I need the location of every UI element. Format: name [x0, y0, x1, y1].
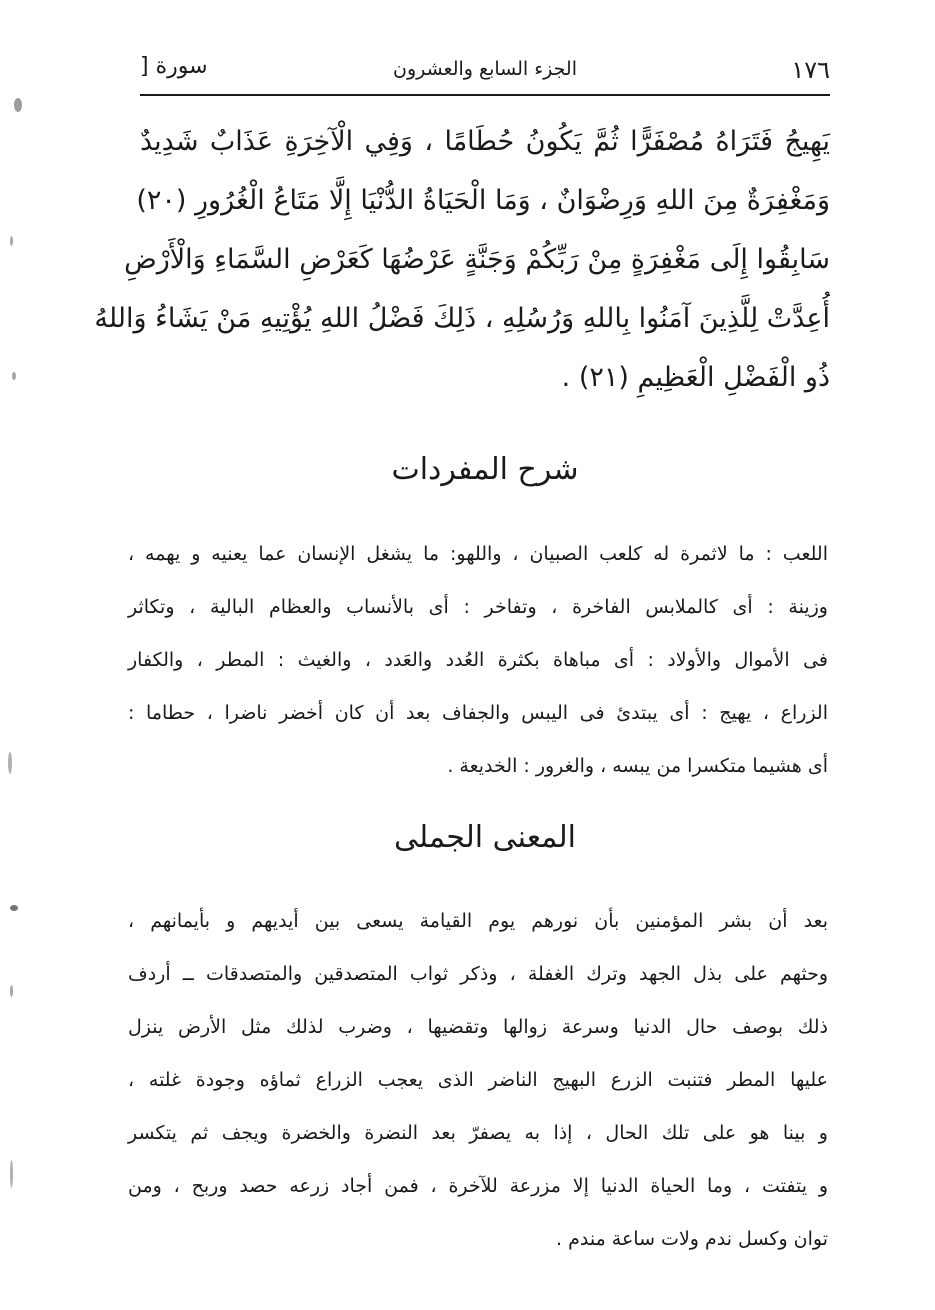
verse-line: يَهِيجُ فَتَرَاهُ مُصْفَرًّا ثُمَّ يَكُونُ حُطَامًا ، وَفِي الْآخِرَةِ عَذَابٌ شَدِيدٌ [140, 126, 830, 157]
verse-line: وَمَغْفِرَةٌ مِنَ اللهِ وَرِضْوَانٌ ، وَمَا الْحَيَاةُ الدُّنْيَا إِلَّا مَتَاعُ الْغُرُورِ (٢٠) [136, 185, 830, 216]
overall-meaning-heading: المعنى الجملى [393, 820, 576, 855]
header-divider [140, 94, 830, 96]
meaning-line: و يتفتت ، وما الحياة الدنيا إلا مزرعة للآخرة ، فمن أجاد زرعه حصد وربح ، ومن [128, 1175, 828, 1197]
meaning-line: عليها المطر فتنبت الزرع البهيج الناضر الذى يعجب الزراع ثماؤه وجودة غلته ، [128, 1069, 828, 1091]
meaning-line: بعد أن بشر المؤمنين بأن نورهم يوم القيامة يسعى بين أيديهم و بأيمانهم ، [128, 910, 828, 932]
scan-speck [10, 1160, 13, 1188]
meaning-line: و بينا هو على تلك الحال ، إذا به يصفرّ بعد النضرة والخضرة ويجف ثم يتكسر [128, 1122, 828, 1144]
vocabulary-line: وزينة : أى كالملابس الفاخرة ، وتفاخر : أى بالأنساب والعظام البالية ، وتكاثر [128, 596, 828, 618]
vocabulary-body [128, 528, 828, 793]
vocabulary-line: فى الأموال والأولاد : أى مباهاة بكثرة العُدد والعَدد ، والغيث : المطر ، والكفار [128, 649, 828, 671]
meaning-line: وحثهم على بذل الجهد وترك الغفلة ، وذكر ثواب المتصدقين والمتصدقات ــ أردف [128, 963, 828, 985]
meaning-line: توان وكسل ندم ولات ساعة مندم . [556, 1228, 828, 1250]
scan-speck [10, 985, 13, 997]
vocabulary-line: أى هشيما متكسرا من يبسه ، والغرور : الخديعة . [447, 755, 828, 777]
scan-speck [14, 98, 22, 112]
running-header [140, 50, 830, 90]
meaning-line: ذلك بوصف حال الدنيا وسرعة زوالها وتقضيها ، وضرب لذلك مثل الأرض ينزل [128, 1016, 828, 1038]
overall-meaning-body [128, 895, 828, 1266]
verse-line: ذُو الْفَضْلِ الْعَظِيمِ (٢١) . [561, 362, 830, 393]
page-number: ١٧٦ [791, 56, 830, 84]
vocabulary-line: الزراع ، يهيج : أى يبتدئ فى اليبس والجفاف بعد أن كان أخضر ناضرا ، حطاما : [128, 702, 828, 724]
scan-speck [12, 372, 16, 380]
scan-speck [10, 905, 18, 911]
scan-speck [8, 752, 12, 774]
vocabulary-line: اللعب : ما لاثمرة له كلعب الصبيان ، واللهو: ما يشغل الإنسان عما يعنيه و يهمه ، [128, 543, 828, 565]
verse-line: سَابِقُوا إِلَى مَغْفِرَةٍ مِنْ رَبِّكُمْ وَجَنَّةٍ عَرْضُهَا كَعَرْضِ السَّمَاءِ وَالْأَرْضِ [124, 244, 830, 275]
vocabulary-heading: شرح المفردات [391, 452, 579, 487]
part-title: الجزء السابع والعشرون [392, 58, 577, 80]
scan-speck [10, 236, 13, 246]
surah-label: سورة [ [140, 54, 208, 79]
quran-verses [94, 112, 830, 407]
verse-line: أُعِدَّتْ لِلَّذِينَ آمَنُوا بِاللهِ وَرُسُلِهِ ، ذَلِكَ فَضْلُ اللهِ يُؤْتِيهِ مَنْ يَشَاءُ وَاللهُ [94, 303, 830, 334]
